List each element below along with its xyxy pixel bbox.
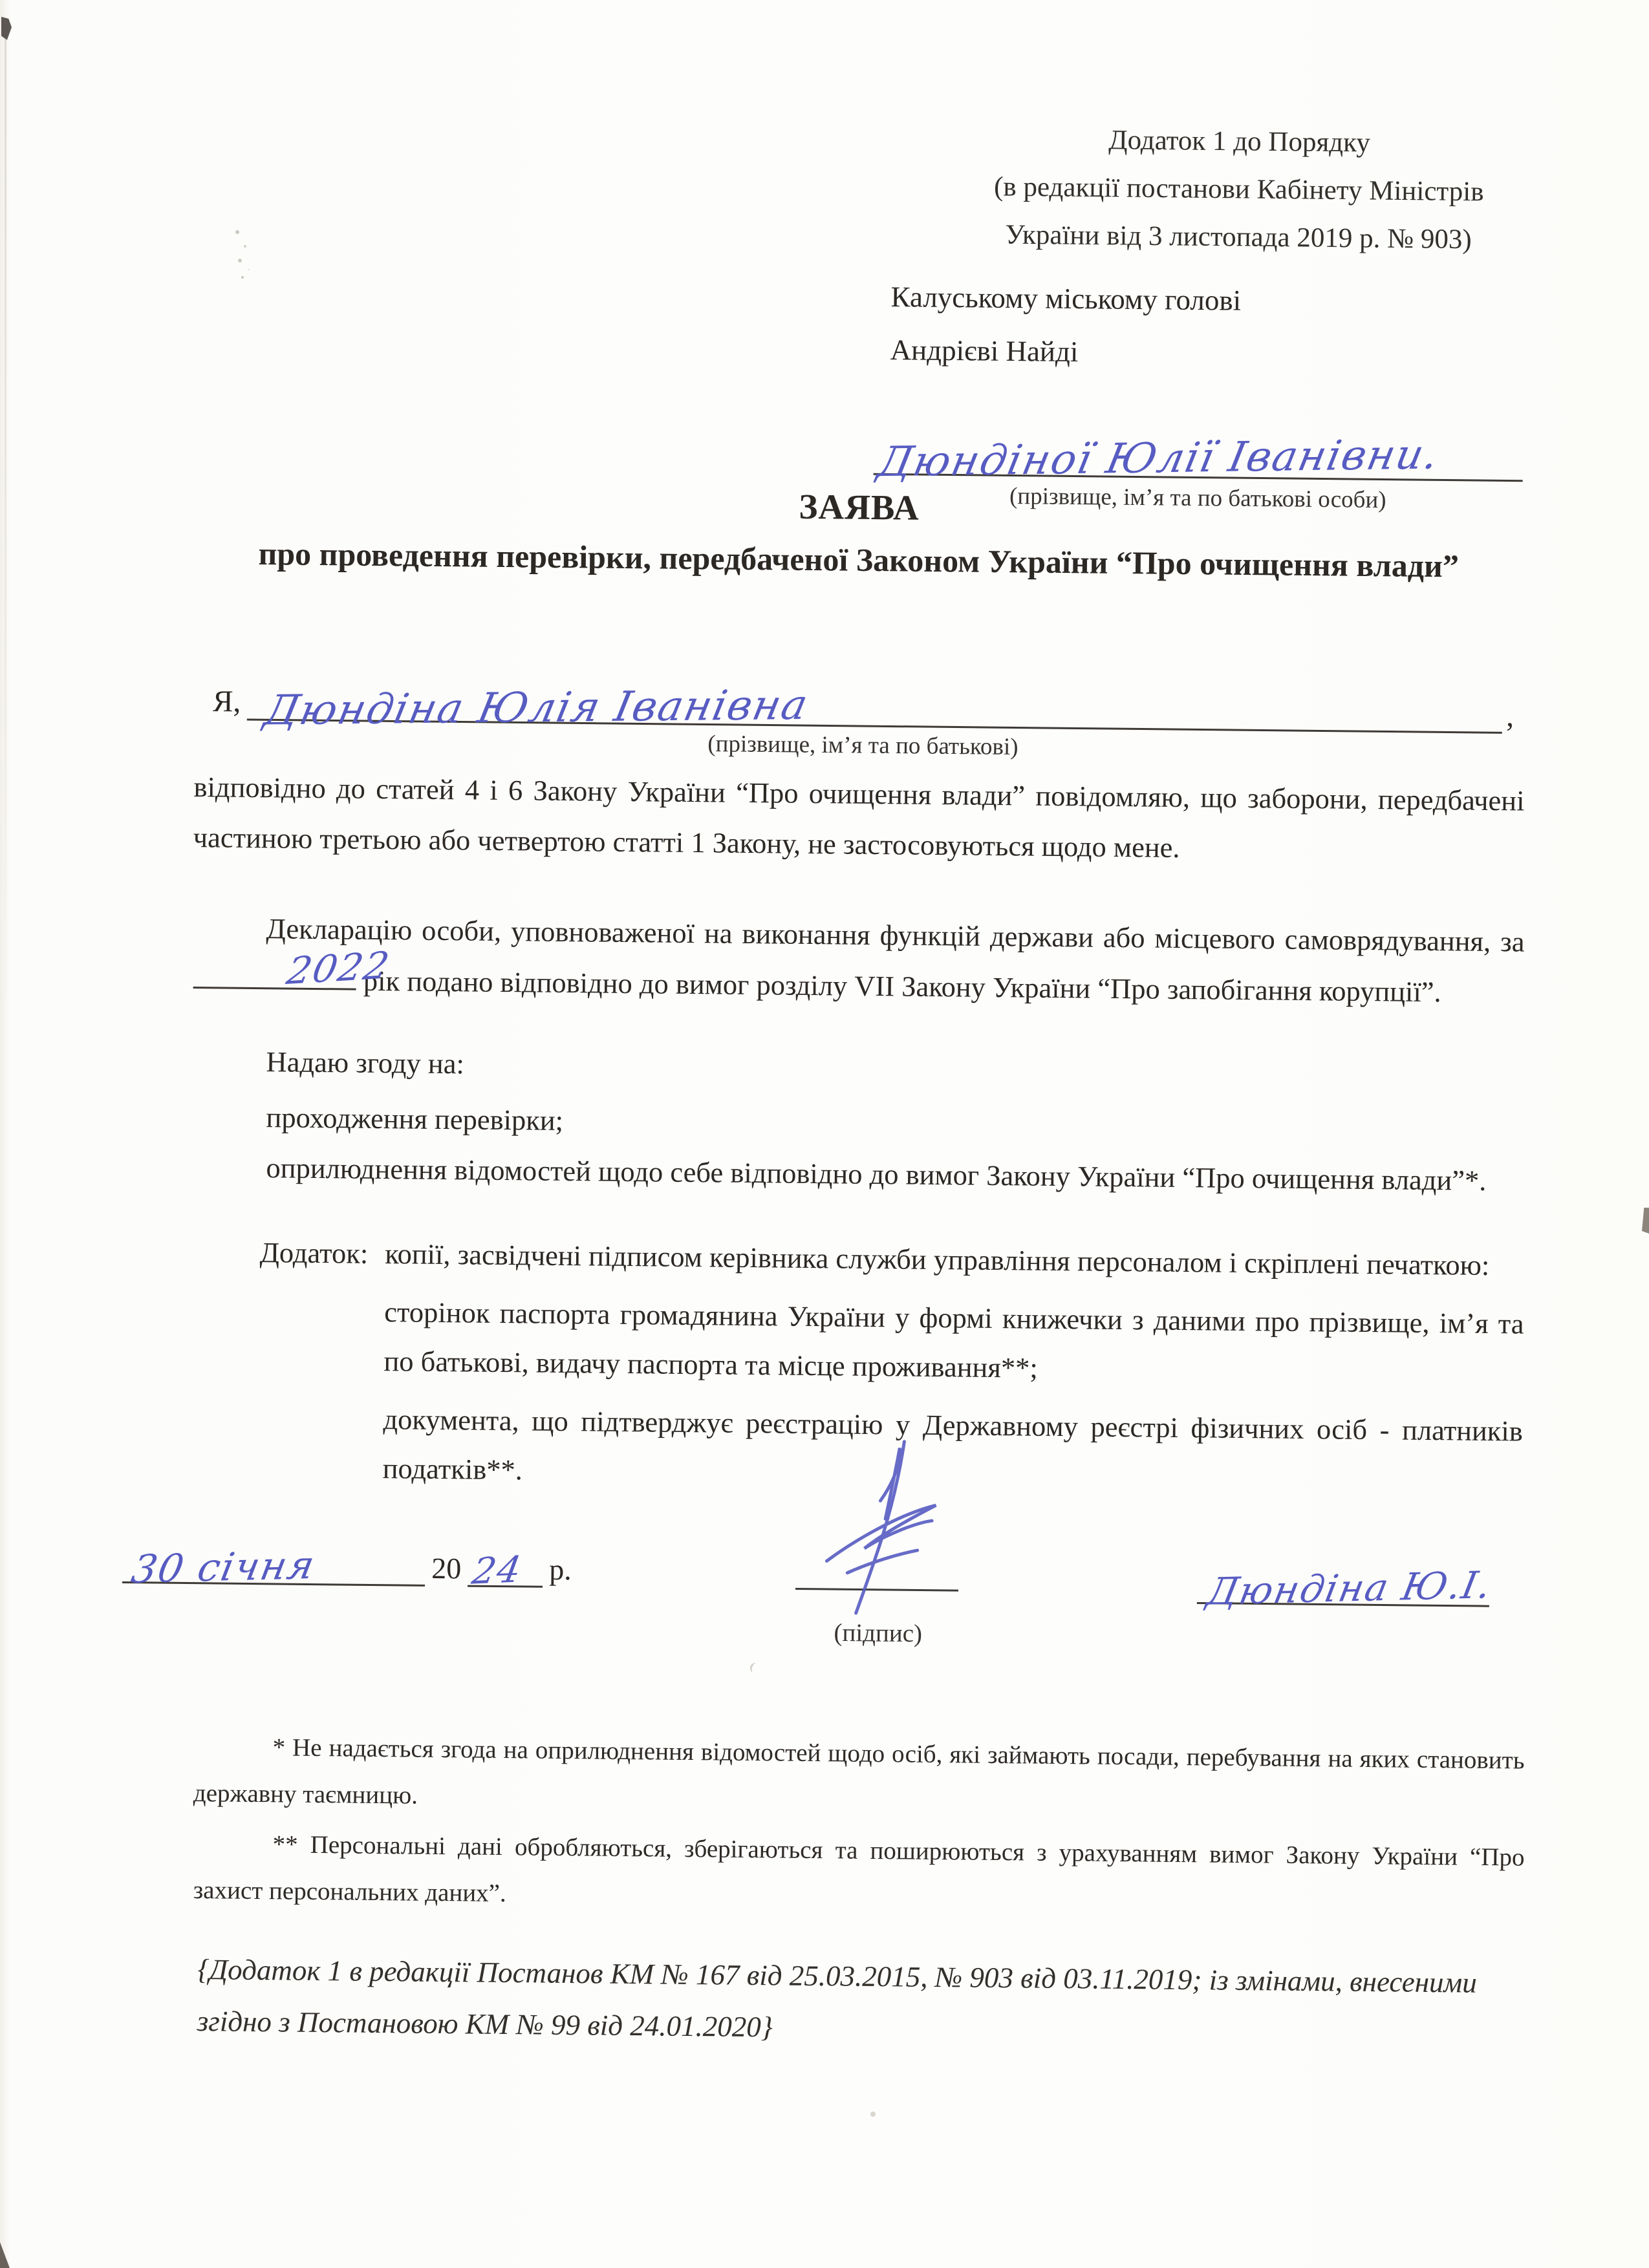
- paragraph-declaration-after: рік подано відповідно до вимог розділу VII Закону України “Про запобігання корупції”.: [356, 964, 1441, 1009]
- paragraph-lustration-statement: відповідно до статей 4 і 6 Закону України “Про очищення влади” повідомляю, що заборони, передбачені частиною третьою або четвертою статті 1 Закону, не застосовуються щодо мене.: [193, 770, 1525, 864]
- signatory-name-field: [1197, 1534, 1496, 1614]
- consent-item-check: проходження перевірки;: [266, 1101, 564, 1137]
- date-day-month-field: [122, 1524, 426, 1592]
- handwritten-date: 30 січня: [127, 1543, 319, 1592]
- signature-caption: (підпис): [834, 1618, 923, 1648]
- scan-artifact-smudge: [235, 230, 239, 234]
- date-year-field: [468, 1528, 543, 1593]
- attachment-item-copies: копії, засвідчені підписом керівника служби управління персоналом і скріплені печаткою:: [384, 1237, 1490, 1281]
- addressee-block: [874, 270, 1526, 517]
- revision-note: {Додаток 1 в редакції Постанов КМ № 167 від 25.03.2015, № 903 від 03.11.2019; із змінами, внесеними згідно з Постановою КМ № 99 від 24.01.2020}: [197, 1952, 1478, 2044]
- date-block: [122, 1524, 578, 1593]
- handwritten-applicant-name: Дюндіної Юлії Іванівни.: [874, 431, 1444, 487]
- declarant-name-field: [247, 648, 1503, 734]
- date-year-suffix: р.: [549, 1552, 572, 1587]
- reference-note-line: Додаток 1 до Порядку: [1108, 125, 1371, 158]
- addressee-line: Калуському міському голові: [890, 280, 1242, 317]
- date-year-prefix: 20: [431, 1552, 462, 1585]
- handwritten-year: 24: [469, 1548, 526, 1593]
- consent-item-publication: оприлюднення відомостей щодо себе відповідно до вимог Закону України “Про очищення влади”*.: [266, 1151, 1487, 1197]
- scan-artifact-left-edge: [5, 39, 6, 1009]
- footnote-state-secret: * Не надається згода на оприлюднення відомостей щодо осіб, які займають посади, перебування на яких становить державну таємницю.: [193, 1733, 1525, 1810]
- handwritten-signatory-name: Дюндіна Ю.І.: [1203, 1563, 1496, 1614]
- scan-artifact-top-left: [1, 17, 12, 40]
- attachment-label: Додаток:: [259, 1236, 369, 1270]
- consent-intro: Надаю згоду на:: [266, 1045, 465, 1080]
- handwritten-declaration-year: 2022: [283, 943, 394, 993]
- scan-artifact-right-edge: [1642, 1208, 1649, 1234]
- reference-note-line: (в редакції постанови Кабінету Міністрів: [993, 171, 1484, 208]
- declaration-year-field: [193, 943, 394, 993]
- attachment-item-tax-registry: документа, що підтверджує реєстрацію у Державному реєстрі фізичних осіб - платників податків**.: [382, 1403, 1524, 1486]
- addressee-name-field: [874, 376, 1524, 487]
- footnote-personal-data: ** Персональні дані обробляються, зберігаються та поширюються з урахуванням вимог Закону України “Про захист персональних даних”.: [193, 1830, 1525, 1908]
- reference-note: [970, 115, 1508, 264]
- attachment-item-passport: сторінок паспорта громадянина України у формі книжечки з даними про прізвище, ім’я та по батькові, видачу паспорта та місце проживання**;: [383, 1296, 1524, 1384]
- handwritten-declarant-name: Дюндіна Юлія Іванівна: [260, 681, 813, 735]
- reference-note-line: України від 3 листопада 2019 р. № 903): [1005, 219, 1472, 255]
- paragraph-declaration-before: Декларацію особи, уповноваженої на виконання функцій держави або місцевого самоврядування, за: [266, 912, 1525, 958]
- addressee-line: Андрієві Найді: [890, 333, 1079, 369]
- document-subtitle: про проведення перевірки, передбаченої Законом України “Про очищення влади”: [258, 535, 1460, 584]
- declarant-block: [212, 648, 1514, 767]
- paragraph-declaration: [193, 903, 1525, 1018]
- addressee-field-caption: (прізвище, ім’я та по батькові особи): [1009, 482, 1386, 514]
- signing-row: [123, 1506, 1526, 1713]
- declarant-trailing-comma: ,: [1505, 699, 1514, 734]
- declarant-field-caption: (прізвище, ім’я та по батькові): [707, 731, 1018, 761]
- scan-artifact-bottom: [870, 2112, 876, 2117]
- document-title-block: [193, 480, 1524, 591]
- signature-scribble: [802, 1437, 959, 1619]
- document-title: ЗАЯВА: [799, 486, 920, 528]
- declarant-prefix: Я,: [212, 684, 241, 719]
- scan-artifact-bottom-left-corner: [0, 2242, 10, 2268]
- signature-field: [795, 1466, 960, 1592]
